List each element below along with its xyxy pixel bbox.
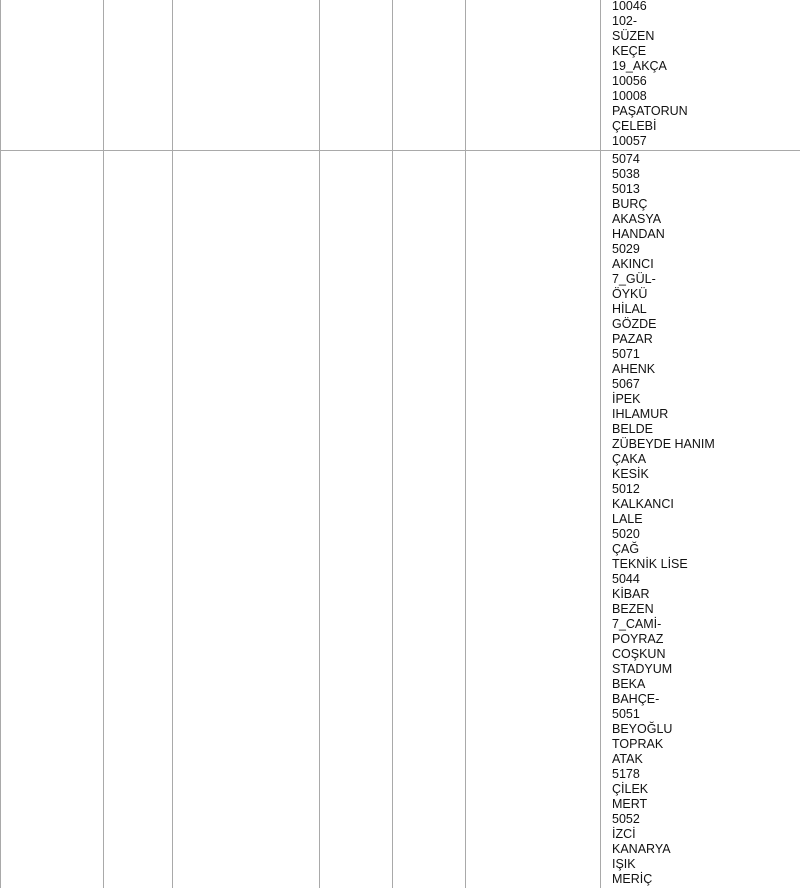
list-item: PAZAR	[612, 332, 653, 346]
list-item: İPEK	[612, 392, 641, 406]
list-item: KİBAR	[612, 587, 650, 601]
list-item: KESİK	[612, 467, 649, 481]
list-item: 5067	[612, 377, 640, 391]
table-cell	[173, 151, 320, 888]
table-cell	[104, 0, 173, 151]
table-cell	[320, 151, 393, 888]
list-item: KEÇE	[612, 44, 647, 58]
list-item: GÖZDE	[612, 317, 657, 331]
list-item: 5044	[612, 572, 640, 586]
list-item: BELDE	[612, 422, 653, 436]
list-item: BEZEN	[612, 602, 654, 616]
list-item: BAHÇE-	[612, 692, 660, 706]
table-cell	[320, 0, 393, 151]
list-item: İZCİ	[612, 827, 636, 841]
table-row	[1, 0, 800, 151]
table-cell	[393, 0, 466, 151]
list-item: ÇELEBİ	[612, 119, 657, 133]
list-item: 5178	[612, 767, 640, 781]
list-item: 5029	[612, 242, 640, 256]
list-item: LALE	[612, 512, 643, 526]
name-list	[612, 0, 688, 149]
list-item: PAŞATORUN	[612, 104, 688, 118]
list-item: 7_GÜL-	[612, 272, 656, 286]
list-item: KALKANCI	[612, 497, 674, 511]
table-cell	[173, 0, 320, 151]
list-item: 5071	[612, 347, 640, 361]
list-item: 10046	[612, 0, 647, 13]
list-item: POYRAZ	[612, 632, 664, 646]
list-item: ÇAKA	[612, 452, 647, 466]
list-item: HANDAN	[612, 227, 665, 241]
list-item: ZÜBEYDE HANIM	[612, 437, 715, 451]
list-item: AKINCI	[612, 257, 654, 271]
list-item: 5052	[612, 812, 640, 826]
list-item: 5013	[612, 182, 640, 196]
list-item: KANARYA	[612, 842, 671, 856]
table-row	[1, 151, 800, 888]
table-cell	[1, 0, 104, 151]
list-item: 5012	[612, 482, 640, 496]
list-item: TEKNİK LİSE	[612, 557, 688, 571]
list-item: IHLAMUR	[612, 407, 669, 421]
list-item: ÇAĞ	[612, 542, 640, 556]
list-item: 10008	[612, 89, 647, 103]
list-item: BEKA	[612, 677, 646, 691]
list-item: ÖYKÜ	[612, 287, 648, 301]
list-item: 10057	[612, 134, 647, 148]
table-cell	[466, 0, 601, 151]
list-item: 5051	[612, 707, 640, 721]
list-item: 19_AKÇA	[612, 59, 667, 73]
table-cell	[104, 151, 173, 888]
name-list	[612, 151, 800, 887]
list-item: 5074	[612, 152, 640, 166]
list-item: 5038	[612, 167, 640, 181]
table-cell	[1, 151, 104, 888]
list-item: MERT	[612, 797, 648, 811]
list-item: ATAK	[612, 752, 643, 766]
list-item: AHENK	[612, 362, 656, 376]
list-item: TOPRAK	[612, 737, 664, 751]
names-cell	[601, 0, 800, 151]
list-item: MERİÇ	[612, 872, 653, 886]
list-item: BURÇ	[612, 197, 648, 211]
list-item: 7_CAMİ-	[612, 617, 662, 631]
list-item: COŞKUN	[612, 647, 666, 661]
table-cell	[393, 151, 466, 888]
list-item: 102-	[612, 14, 638, 28]
list-item: IŞIK	[612, 857, 636, 871]
list-item: BEYOĞLU	[612, 722, 673, 736]
table-cell	[466, 151, 601, 888]
list-item: STADYUM	[612, 662, 673, 676]
list-item: 5020	[612, 527, 640, 541]
list-item: ÇİLEK	[612, 782, 649, 796]
list-item: SÜZEN	[612, 29, 655, 43]
names-cell	[601, 151, 800, 888]
list-item: AKASYA	[612, 212, 662, 226]
list-item: HİLAL	[612, 302, 647, 316]
list-item: 10056	[612, 74, 647, 88]
